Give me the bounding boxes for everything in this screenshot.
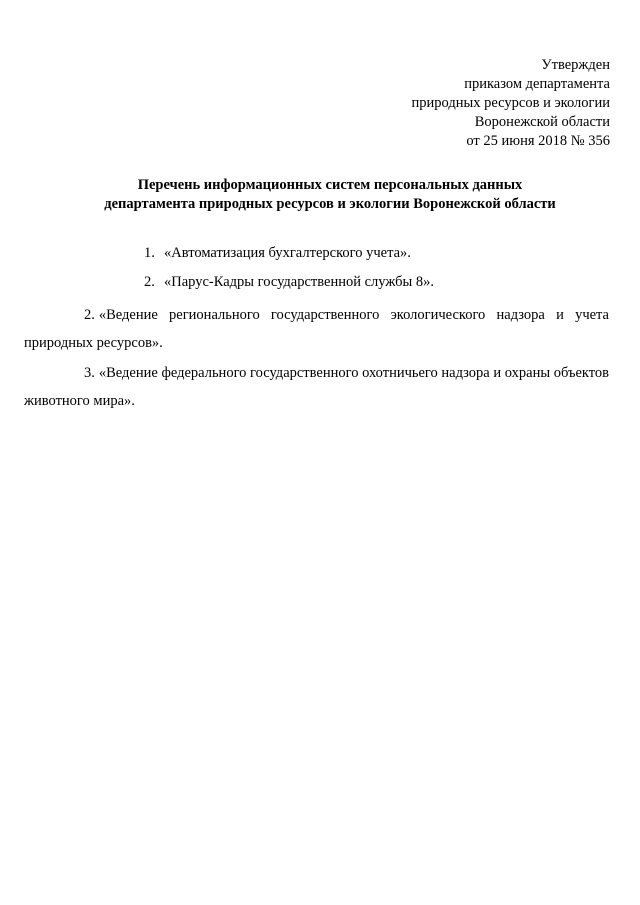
approval-line: Воронежской области <box>474 114 610 130</box>
list-item <box>24 301 609 357</box>
approval-line: Утвержден <box>541 57 610 73</box>
list-item <box>84 244 609 263</box>
approval-line: приказом департамента <box>464 76 610 92</box>
item-text: «Парус-Кадры государственной службы 8». <box>164 274 435 290</box>
approval-line: природных ресурсов и экологии <box>411 95 610 111</box>
list-item <box>24 359 609 415</box>
item-text: «Автоматизация бухгалтерского учета». <box>164 245 411 261</box>
item-number: 3. <box>84 365 95 381</box>
item-text: «Ведение регионального государственного экологического надзора и учета природных ресурсов». <box>24 307 609 351</box>
item-number: 2. <box>144 274 155 290</box>
item-text: «Ведение федерального государственного охотничьего надзора и охраны объектов животного мира». <box>24 365 609 409</box>
approval-line: от 25 июня 2018 № 356 <box>466 133 610 149</box>
document-title <box>60 176 600 214</box>
item-number: 2. <box>84 307 95 323</box>
list-item <box>84 273 609 292</box>
title-line-1: Перечень информационных систем персональных данных <box>137 177 523 193</box>
title-line-2: департамента природных ресурсов и экологии Воронежской области <box>104 196 556 212</box>
systems-list <box>24 244 609 415</box>
approval-stamp <box>412 56 610 151</box>
item-number: 1. <box>144 245 155 261</box>
